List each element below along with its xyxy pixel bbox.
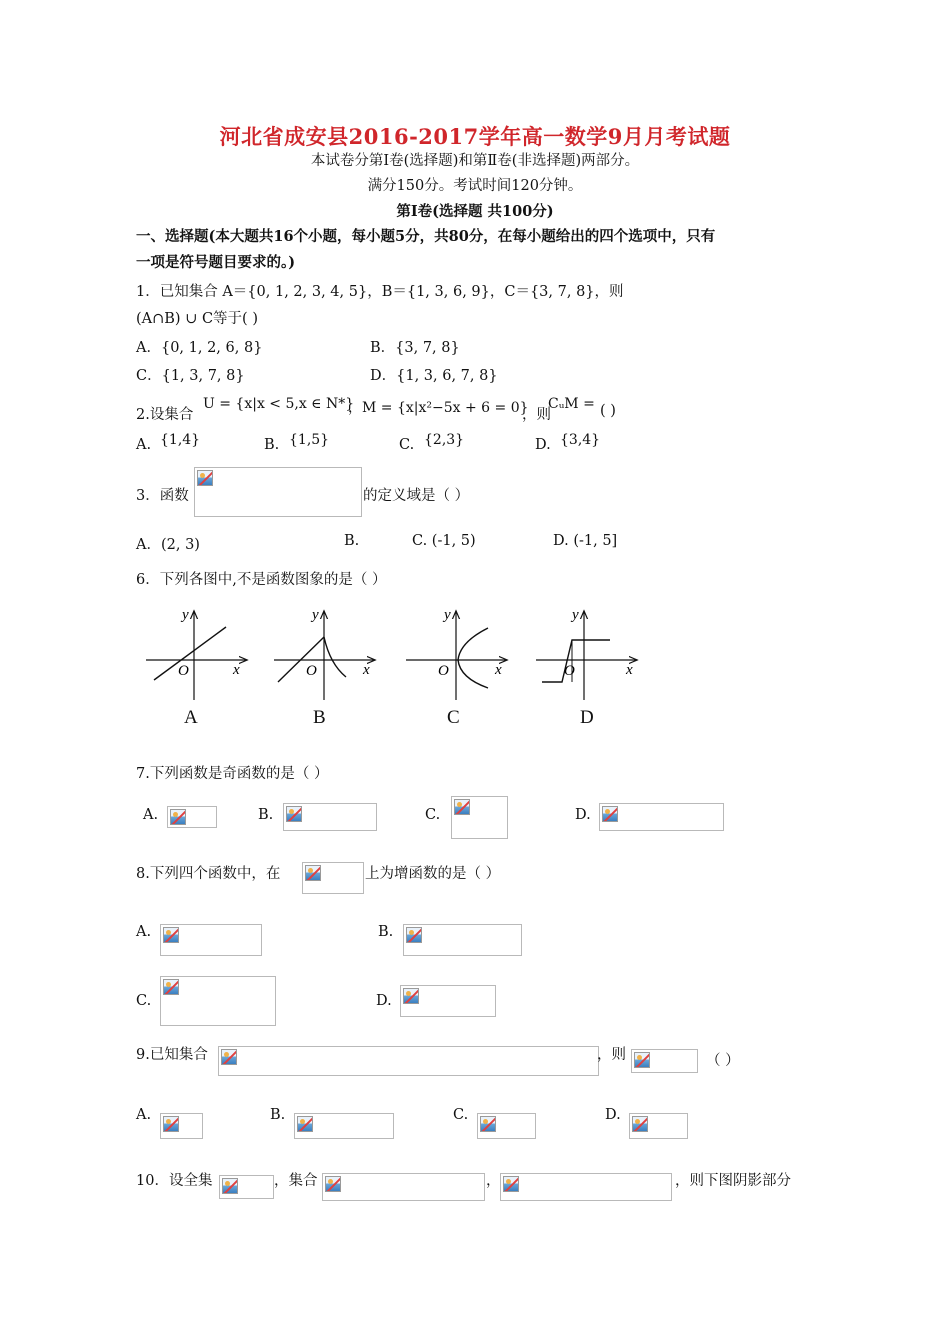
graph-c-label: C [447, 707, 460, 728]
q2-option-d: {3,4} [560, 432, 601, 448]
broken-image-icon [286, 806, 302, 822]
graph-c-x-label: x [495, 662, 502, 678]
q2-blank: ( ) [600, 403, 616, 419]
q3-option-c: C. (-1, 5) [412, 533, 476, 549]
q2-prefix: 2.设集合 [136, 407, 194, 423]
graph-a-origin: O [178, 663, 189, 679]
q1-option-b: B．{3, 7, 8} [370, 340, 460, 356]
q7-option-a-image [167, 806, 217, 828]
graph-b-origin: O [306, 663, 317, 679]
broken-image-icon [163, 927, 179, 943]
q8-interval-image [302, 862, 364, 894]
q8-option-d-label: D. [376, 993, 392, 1009]
graph-d-origin: O [564, 663, 575, 679]
graph-d-y-label: y [572, 607, 579, 623]
q8-prefix: 8.下列四个函数中，在 [136, 866, 281, 882]
graph-c-origin: O [438, 663, 449, 679]
broken-image-icon [480, 1116, 496, 1132]
graph-b-y-label: y [312, 607, 319, 623]
q3-option-b: B. [344, 533, 360, 549]
q9-option-b-image [294, 1113, 394, 1139]
q9-then: ，则 [597, 1047, 626, 1063]
q7-option-d-label: D. [575, 807, 591, 823]
broken-image-icon [197, 470, 213, 486]
broken-image-icon [634, 1052, 650, 1068]
graph-b-label: B [313, 707, 326, 728]
broken-image-icon [632, 1116, 648, 1132]
q2-set-u: U = {x|x < 5,x ∈ N*} [203, 396, 355, 412]
q6-graphs [138, 600, 648, 740]
q7-option-c-image [451, 796, 508, 839]
broken-image-icon [222, 1178, 238, 1194]
q2-then: ，则 [522, 407, 551, 423]
broken-image-icon [163, 1116, 179, 1132]
q9-option-c-image [477, 1113, 536, 1139]
q2-option-d-label: D. [535, 437, 551, 453]
q8-option-b-label: B. [378, 924, 394, 940]
q7-option-b-image [283, 803, 377, 831]
graph-d-x-label: x [626, 662, 633, 678]
section-heading-line-1: 一、选择题(本大题共16个小题，每小题5分，共80分，在每小题给出的四个选项中，只有 [136, 228, 716, 245]
q8-option-d-image [400, 985, 496, 1017]
section-heading-line-2: 一项是符号题目要求的。) [136, 254, 296, 271]
q9-set-image [218, 1046, 599, 1076]
q9-prefix: 9.已知集合 [136, 1047, 208, 1063]
broken-image-icon [163, 979, 179, 995]
broken-image-icon [602, 806, 618, 822]
exam-title: 河北省成安县2016-2017学年高一数学9月月考试题 [219, 124, 731, 149]
q7-option-c-label: C. [425, 807, 441, 823]
q8-option-c-label: C. [136, 993, 152, 1009]
graph-a-y-label: y [182, 607, 189, 623]
graph-a-label: A [184, 707, 198, 728]
graph-d [536, 607, 636, 700]
q2-option-c: {2,3} [424, 432, 465, 448]
q10-prefix: 10．设全集 [136, 1173, 213, 1189]
broken-image-icon [403, 988, 419, 1004]
q6-stem: 6．下列各图中,不是函数图象的是（ ） [136, 572, 387, 588]
q10-mid-2: ， [486, 1173, 501, 1189]
q8-suffix: 上为增函数的是（ ） [365, 866, 501, 882]
q8-option-c-image [160, 976, 276, 1026]
q3-prefix: 3．函数 [136, 488, 189, 504]
graph-c-y-label: y [444, 607, 451, 623]
q1-stem-line-1: 1．已知集合 A＝{0, 1, 2, 3, 4, 5}，B＝{1, 3, 6, 9}，C＝{3, 7, 8}，则 [136, 284, 624, 300]
q9-option-d-image [629, 1113, 688, 1139]
broken-image-icon [305, 865, 321, 881]
q10-mid-1: ，集合 [274, 1173, 318, 1189]
q9-option-b-label: B. [270, 1107, 286, 1123]
q3-option-a: A．(2, 3) [136, 537, 200, 553]
graph-a [146, 607, 246, 700]
graph-a-x-label: x [233, 662, 240, 678]
part-heading: 第Ⅰ卷(选择题 共100分) [396, 203, 554, 220]
q3-function-image [194, 467, 362, 517]
q9-expression-image [631, 1049, 698, 1073]
q8-option-a-image [160, 924, 262, 956]
q1-stem-line-2: (A∩B) ∪ C等于( ) [136, 311, 258, 327]
q9-blank: （ ） [706, 1053, 740, 1069]
q1-option-c: C．{1, 3, 7, 8} [136, 368, 245, 384]
q10-universal-set-image [219, 1175, 274, 1199]
intro-line-1: 本试卷分第Ⅰ卷(选择题)和第Ⅱ卷(非选择题)两部分。 [310, 153, 640, 169]
q9-option-c-label: C. [453, 1107, 469, 1123]
broken-image-icon [406, 927, 422, 943]
q1-option-a: A．{0, 1, 2, 6, 8} [136, 340, 263, 356]
broken-image-icon [297, 1116, 313, 1132]
q9-option-a-label: A. [136, 1107, 152, 1123]
broken-image-icon [170, 809, 186, 825]
q2-option-b-label: B. [264, 437, 280, 453]
q2-option-a: {1,4} [160, 432, 201, 448]
q7-option-b-label: B. [258, 807, 274, 823]
q7-stem: 7.下列函数是奇函数的是（ ） [136, 766, 329, 782]
q2-option-b: {1,5} [289, 432, 330, 448]
intro-line-2: 满分150分。考试时间120分钟。 [367, 178, 583, 194]
q1-option-d: D．{1, 3, 6, 7, 8} [370, 368, 498, 384]
q10-set-a-image [322, 1173, 485, 1201]
q7-option-d-image [599, 803, 724, 831]
broken-image-icon [454, 799, 470, 815]
q2-set-m: ，M = {x|x²−5x + 6 = 0} [348, 400, 529, 416]
q3-option-d: D. (-1, 5] [553, 533, 618, 549]
broken-image-icon [325, 1176, 341, 1192]
broken-image-icon [503, 1176, 519, 1192]
q2-complement: CᵤM = [548, 396, 595, 412]
q7-option-a-label: A. [143, 807, 159, 823]
q2-option-a-label: A. [136, 437, 152, 453]
q3-suffix: 的定义域是（ ） [363, 488, 470, 504]
q8-option-b-image [403, 924, 522, 956]
q10-set-b-image [500, 1173, 672, 1201]
broken-image-icon [221, 1049, 237, 1065]
q9-option-a-image [160, 1113, 203, 1139]
q9-option-d-label: D. [605, 1107, 621, 1123]
q8-option-a-label: A. [136, 924, 152, 940]
graph-b [274, 607, 374, 700]
graph-c [406, 607, 506, 700]
q2-option-c-label: C. [399, 437, 415, 453]
graph-d-label: D [580, 707, 594, 728]
q10-suffix: ，则下图阴影部分 [675, 1173, 791, 1189]
graph-b-x-label: x [363, 662, 370, 678]
